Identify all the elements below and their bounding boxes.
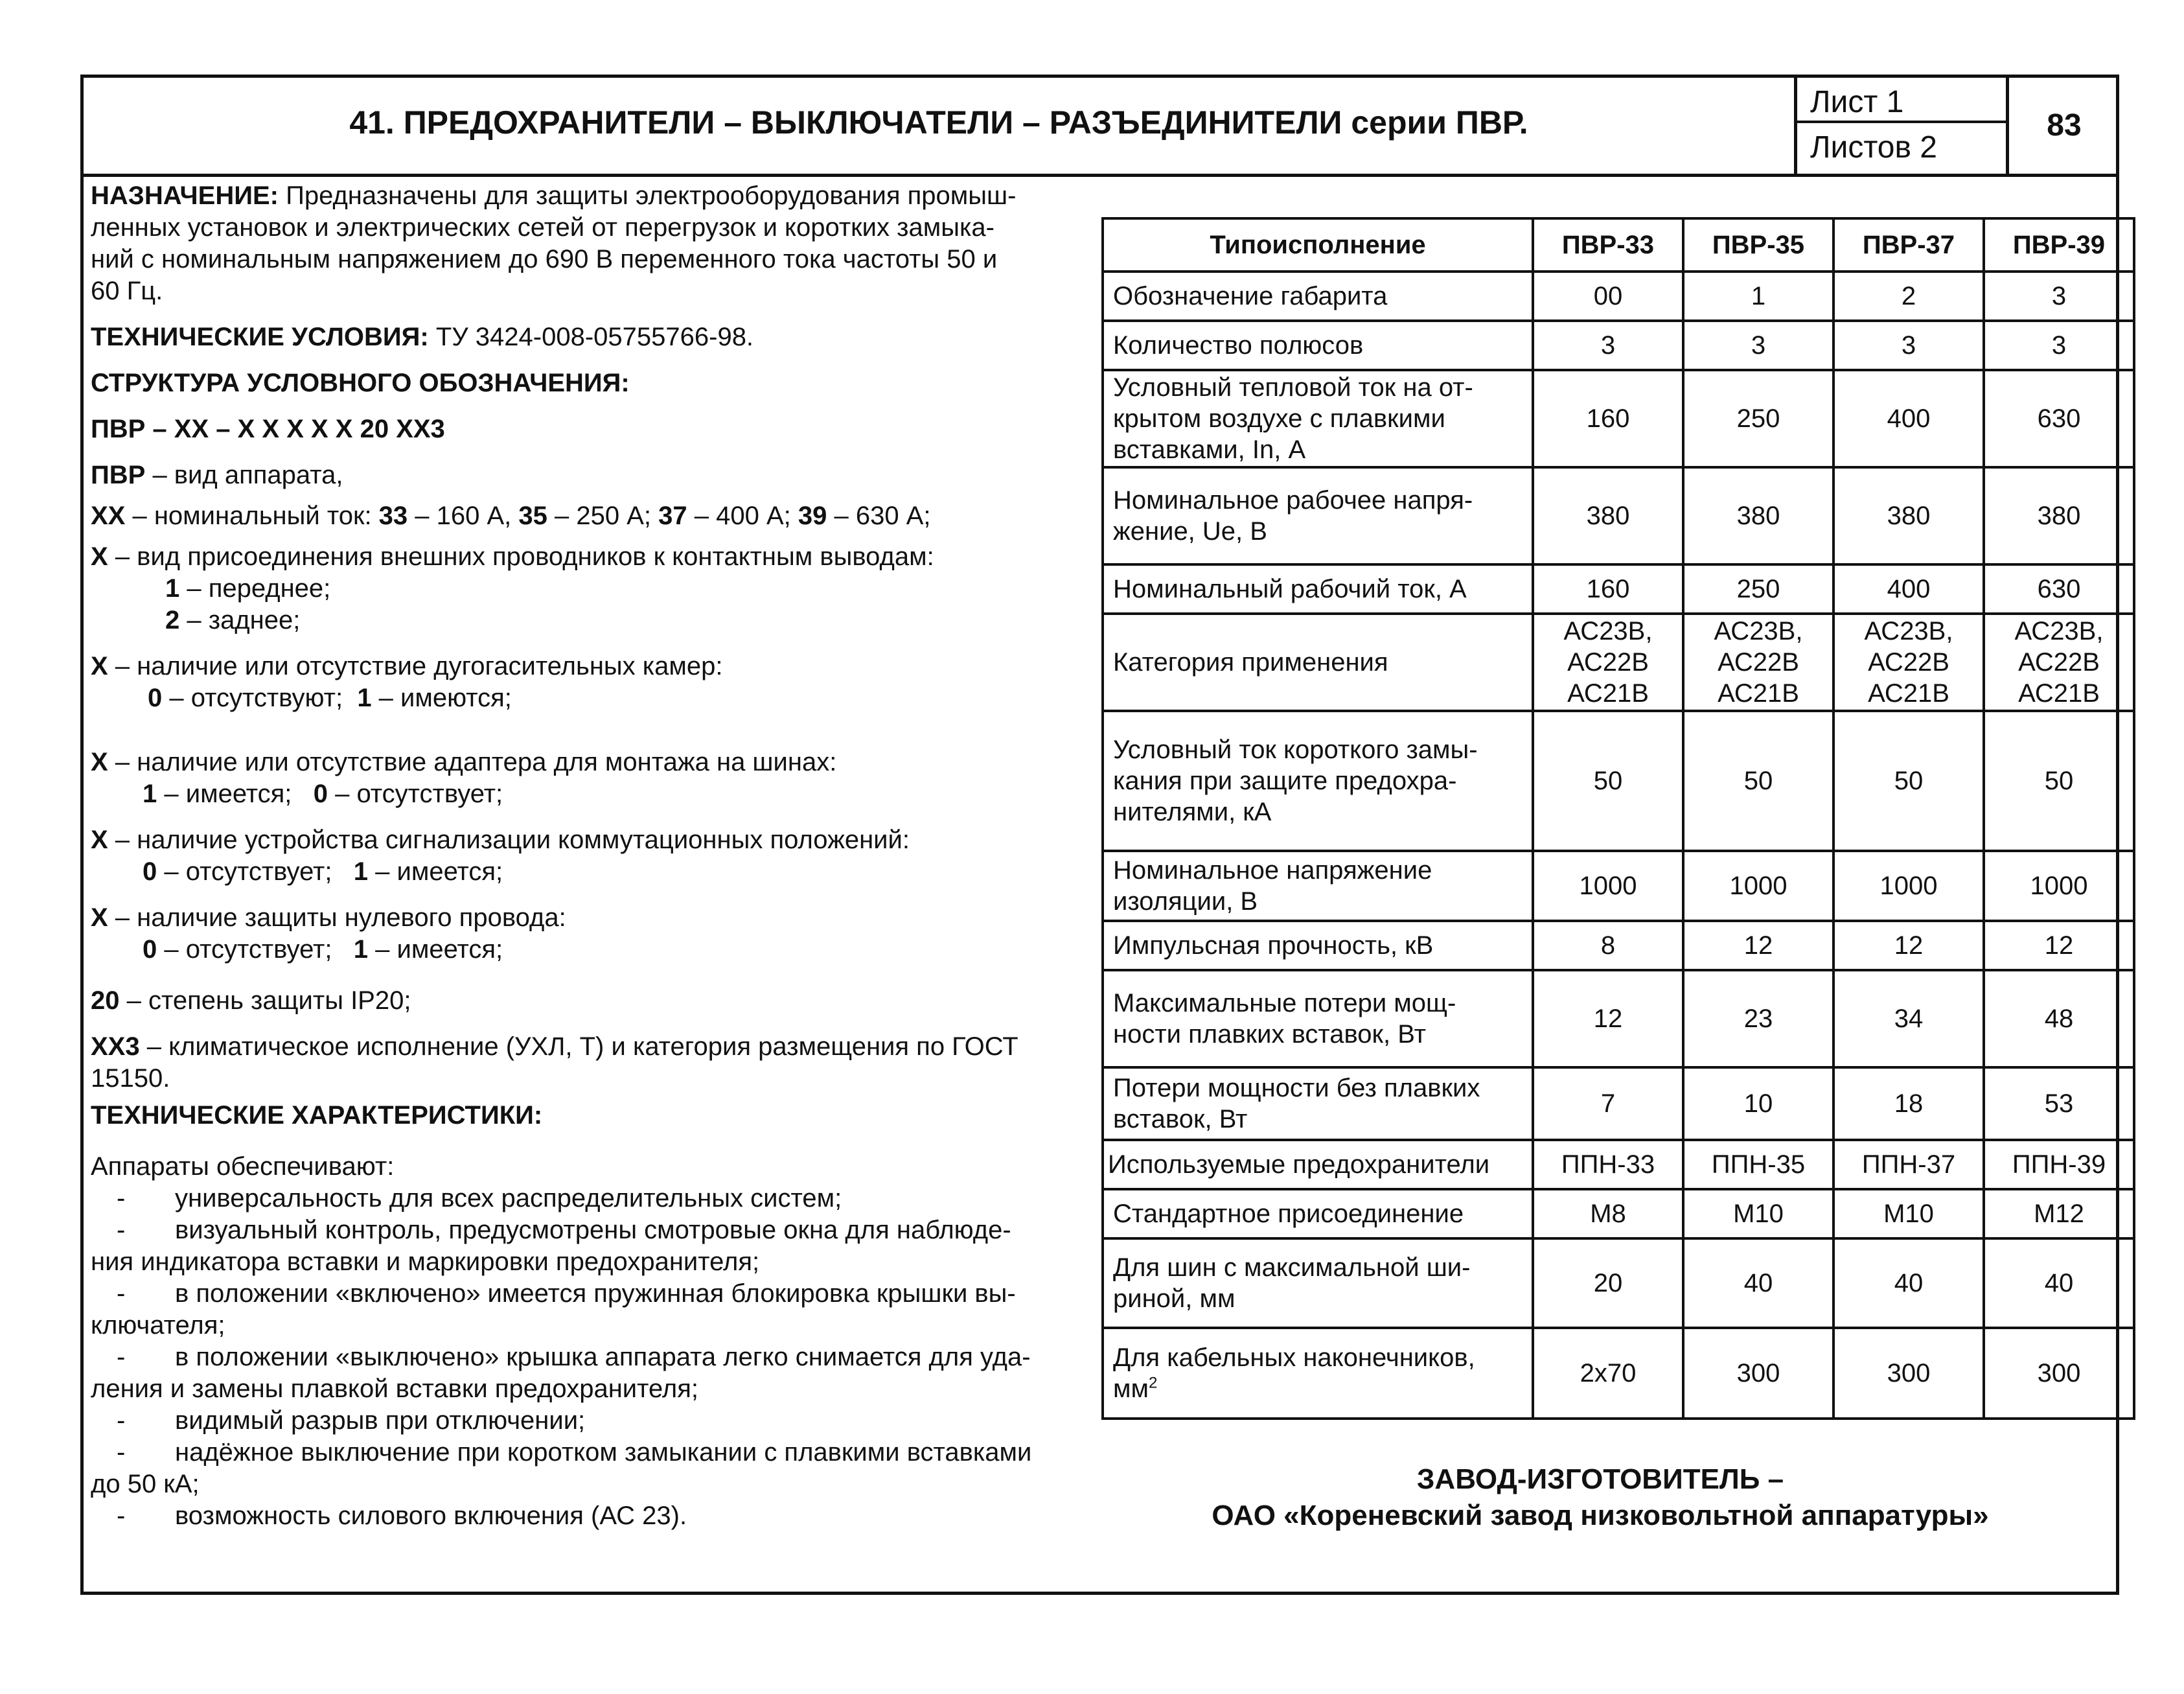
code-key: ХХ (91, 502, 126, 530)
value-cell: 7 (1533, 1067, 1683, 1140)
code-desc: – наличие защиты нулевого провода: (108, 903, 566, 932)
param-line: риной, мм (1113, 1284, 1236, 1313)
option-key: 1 (143, 780, 157, 808)
x1-line (91, 541, 1088, 573)
bullet-text: в положении «включено» имеется пружинная блокировка крышки вы- (175, 1279, 1016, 1308)
table-row (1103, 467, 2134, 564)
value-cell: 1000 (1683, 851, 1833, 921)
ip-line (91, 985, 1088, 1017)
param-cell (1103, 1238, 1533, 1328)
table-row (1103, 1189, 2134, 1238)
value-cell: 400 (1833, 370, 1984, 467)
purpose-text: Предназначены для защиты электрооборудования промыш- (278, 181, 1017, 210)
option-key: 1 (165, 574, 180, 603)
value-cell: 3 (1683, 321, 1833, 370)
value-cell: 34 (1833, 970, 1984, 1067)
value-cell: 3 (1533, 321, 1683, 370)
value-line: АС21В (1718, 679, 1799, 708)
unit-text: мм (1113, 1375, 1149, 1403)
value-cell: ППН-39 (1984, 1140, 2134, 1189)
purpose-text: ленных установок и электрических сетей от перегрузок и коротких замыка- (91, 213, 994, 242)
code-desc: – наличие или отсутствие дугогасительных камер: (108, 652, 723, 680)
option-desc: – отсутствует; (157, 935, 354, 964)
value-cell: 00 (1533, 272, 1683, 321)
tech-conditions-label: ТЕХНИЧЕСКИЕ УСЛОВИЯ: (91, 323, 429, 351)
param-line: кания при защите предохра- (1113, 767, 1457, 795)
param-line: Номинальное напряжение (1113, 856, 1432, 885)
value-cell: М8 (1533, 1189, 1683, 1238)
option-key: 1 (357, 684, 372, 712)
value-cell: 160 (1533, 370, 1683, 467)
value-cell: 160 (1533, 564, 1683, 614)
table-row (1103, 272, 2134, 321)
code-key: ХХ3 (91, 1032, 140, 1061)
x4-line (91, 824, 1088, 856)
code-key: Х (91, 748, 108, 776)
option-key: 0 (313, 780, 328, 808)
value-cell: 40 (1683, 1238, 1833, 1328)
value-line: АС22В (1718, 648, 1799, 677)
value-line: АС21В (2018, 679, 2100, 708)
value-cell: 20 (1533, 1238, 1683, 1328)
value-cell: 300 (1984, 1328, 2134, 1419)
value-line: АС23В, (1714, 617, 1803, 645)
x1-option (91, 605, 1088, 636)
bullet-text: возможность силового включения (АС 23). (175, 1502, 687, 1530)
code-key: 39 (798, 502, 827, 530)
table-row (1103, 614, 2134, 711)
value-cell: 12 (1833, 921, 1984, 970)
option-key: 0 (148, 684, 163, 712)
option-key: 1 (353, 935, 369, 964)
code-key: 37 (658, 502, 687, 530)
purpose-line (91, 180, 1088, 212)
column-header: ПВР-33 (1533, 218, 1683, 272)
option-key: 0 (143, 857, 157, 886)
bullet-dash: - (117, 1184, 126, 1212)
table-row (1103, 921, 2134, 970)
value-cell: ППН-35 (1683, 1140, 1833, 1189)
tech-char-heading: ТЕХНИЧЕСКИЕ ХАРАКТЕРИСТИКИ: (91, 1101, 543, 1130)
option-desc: – отсутствуют; (162, 684, 358, 712)
value-cell: 400 (1833, 564, 1984, 614)
option-desc: – отсутствует; (327, 780, 503, 808)
value-cell: 12 (1984, 921, 2134, 970)
document-title: 41. ПРЕДОХРАНИТЕЛИ – ВЫКЛЮЧАТЕЛИ – РАЗЪЕДИНИТЕЛИ серии ПВР. (349, 104, 1528, 141)
param-cell: Категория применения (1103, 614, 1533, 711)
value-cell (1683, 614, 1833, 711)
value-cell: ППН-37 (1833, 1140, 1984, 1189)
param-line: вставками, In, А (1113, 435, 1306, 464)
value-cell: 300 (1833, 1328, 1984, 1419)
value-cell: 12 (1533, 970, 1683, 1067)
purpose-text: 60 Гц. (91, 277, 163, 305)
value-cell: 10 (1683, 1067, 1833, 1140)
code-key: Х (91, 652, 108, 680)
column-header: Типоисполнение (1103, 218, 1533, 272)
value-cell: 3 (1833, 321, 1984, 370)
pvr-line (91, 459, 1088, 491)
value-cell: 48 (1984, 970, 2134, 1067)
bullet-cont: до 50 кА; (91, 1470, 200, 1498)
bullet-text: надёжное выключение при коротком замыкании с плавкими вставками (175, 1438, 1032, 1467)
option-desc: – имеется; (368, 935, 503, 964)
param-line: Условный тепловой ток на от- (1113, 373, 1473, 402)
value-cell: 50 (1984, 711, 2134, 851)
table-row (1103, 711, 2134, 851)
value-cell: 1000 (1533, 851, 1683, 921)
value-cell: 250 (1683, 370, 1833, 467)
param-cell (1103, 1328, 1533, 1419)
sheets-total: Листов 2 (1810, 130, 1937, 165)
x2-options (91, 682, 1088, 714)
value-cell: 50 (1683, 711, 1833, 851)
bullet-text: универсальность для всех распределительных систем; (175, 1184, 842, 1212)
bullet-dash: - (117, 1438, 126, 1467)
xx-line (91, 500, 1088, 532)
table-row (1103, 851, 2134, 921)
sheet-info (1794, 78, 2009, 174)
param-line: крытом воздухе с плавкими (1113, 404, 1445, 433)
option-key: 1 (353, 857, 369, 886)
option-desc: – отсутствует; (157, 857, 354, 886)
param-cell (1103, 1067, 1533, 1140)
value-cell: 380 (1984, 467, 2134, 564)
value-cell: М10 (1833, 1189, 1984, 1238)
sheet-number: Лист 1 (1810, 85, 1904, 119)
bullet-item (91, 1214, 1088, 1246)
page-number: 83 (2047, 108, 2082, 143)
param-line: Номинальное рабочее напря- (1113, 486, 1473, 515)
param-cell (1103, 970, 1533, 1067)
code-key: 35 (518, 502, 547, 530)
purpose-text: ний с номинальным напряжением до 690 В переменного тока частоты 50 и (91, 245, 998, 273)
bullet-item (91, 1437, 1088, 1468)
param-cell: Стандартное присоединение (1103, 1189, 1533, 1238)
column-header: ПВР-39 (1984, 218, 2134, 272)
option-key: 2 (165, 606, 180, 634)
x5-line (91, 902, 1088, 934)
value-cell: 3 (1984, 272, 2134, 321)
value-line: АС23В, (1864, 617, 1953, 645)
param-cell (1103, 467, 1533, 564)
structure-heading: СТРУКТУРА УСЛОВНОГО ОБОЗНАЧЕНИЯ: (91, 369, 630, 397)
value-cell: 2х70 (1533, 1328, 1683, 1419)
value-cell: 300 (1683, 1328, 1833, 1419)
code-desc: – 250 А; (547, 502, 659, 530)
table-row (1103, 1238, 2134, 1328)
code-desc: – степень защиты IP20; (119, 986, 411, 1015)
column-header: ПВР-37 (1833, 218, 1984, 272)
manufacturer-block (1101, 1461, 2099, 1534)
table-row (1103, 1328, 2134, 1419)
param-line: Условный ток короткого замы- (1113, 736, 1478, 764)
value-cell: 50 (1833, 711, 1984, 851)
param-line: жение, Ue, В (1113, 517, 1267, 546)
value-cell: 1000 (1984, 851, 2134, 921)
spec-table (1101, 217, 2135, 1420)
header-box (84, 78, 2116, 177)
value-cell: 630 (1984, 564, 2134, 614)
table-row (1103, 564, 2134, 614)
param-line: Максимальные потери мощ- (1113, 989, 1456, 1017)
code-key: 20 (91, 986, 120, 1015)
param-line: Для кабельных наконечников, (1113, 1343, 1475, 1372)
value-cell: 380 (1833, 467, 1984, 564)
param-line (1113, 1373, 1523, 1404)
bullet-dash: - (117, 1343, 126, 1371)
value-cell: 40 (1984, 1238, 2134, 1328)
value-cell (1833, 614, 1984, 711)
table-header-row (1103, 218, 2134, 272)
param-cell: Обозначение габарита (1103, 272, 1533, 321)
bullet-dash: - (117, 1502, 126, 1530)
code-desc: – климатическое исполнение (УХЛ, Т) и категория размещения по ГОСТ (139, 1032, 1018, 1061)
value-cell: 12 (1683, 921, 1833, 970)
param-line: ности плавких вставок, Вт (1113, 1020, 1426, 1049)
bullet-text: видимый разрыв при отключении; (175, 1406, 586, 1435)
description-column (91, 180, 1088, 1532)
table-row (1103, 1067, 2134, 1140)
code-desc: – 160 А, (408, 502, 519, 530)
code-desc: – вид аппарата, (145, 461, 343, 489)
option-desc: – имеется; (157, 780, 314, 808)
param-cell (1103, 851, 1533, 921)
param-cell: Количество полюсов (1103, 321, 1533, 370)
climate-line (91, 1031, 1088, 1063)
option-desc: – переднее; (179, 574, 331, 603)
value-cell: М10 (1683, 1189, 1833, 1238)
param-line: вставок, Вт (1113, 1105, 1248, 1133)
code-desc: – номинальный ток: (125, 502, 379, 530)
table-row (1103, 1140, 2134, 1189)
x3-options (91, 778, 1088, 810)
value-cell: 3 (1984, 321, 2134, 370)
code-key: Х (91, 542, 108, 571)
x2-line (91, 651, 1088, 682)
code-key: 33 (378, 502, 408, 530)
code-desc: – наличие или отсутствие адаптера для монтажа на шинах: (108, 748, 837, 776)
value-line: АС21В (1868, 679, 1949, 708)
value-cell: 8 (1533, 921, 1683, 970)
tech-conditions (91, 321, 1088, 353)
climate-line-cont: 15150. (91, 1064, 170, 1093)
structure-code: ПВР – ХХ – Х Х Х Х Х 20 ХХ3 (91, 415, 445, 443)
value-line: АС23В, (1563, 617, 1653, 645)
value-cell: М12 (1984, 1189, 2134, 1238)
sheet-row (1797, 78, 2006, 123)
bullet-item (91, 1183, 1088, 1214)
bullet-item (91, 1341, 1088, 1373)
provides-line: Аппараты обеспечивают: (91, 1152, 395, 1181)
value-cell (1533, 614, 1683, 711)
value-cell: 630 (1984, 370, 2134, 467)
value-line: АС23В, (2014, 617, 2104, 645)
option-key: 0 (143, 935, 157, 964)
value-line: АС22В (2018, 648, 2100, 677)
value-line: АС21В (1567, 679, 1649, 708)
value-line: АС22В (1868, 648, 1949, 677)
option-desc: – имеются; (371, 684, 512, 712)
bullet-item (91, 1278, 1088, 1310)
table-row (1103, 370, 2134, 467)
bullet-item (91, 1500, 1088, 1532)
x4-options (91, 856, 1088, 888)
sheets-row (1797, 123, 2006, 174)
value-cell: 250 (1683, 564, 1833, 614)
bullet-dash: - (117, 1279, 126, 1308)
x5-options (91, 934, 1088, 966)
option-desc: – имеется; (368, 857, 503, 886)
manufacturer-name: ОАО «Кореневский завод низковольтной аппаратуры» (1212, 1500, 1989, 1531)
x1-option (91, 573, 1088, 605)
option-desc: – заднее; (179, 606, 301, 634)
value-cell: 40 (1833, 1238, 1984, 1328)
bullet-dash: - (117, 1216, 126, 1244)
value-cell: 53 (1984, 1067, 2134, 1140)
bullet-item (91, 1405, 1088, 1437)
code-desc: – вид присоединения внешних проводников к контактным выводам: (108, 542, 934, 571)
value-cell: 23 (1683, 970, 1833, 1067)
unit-superscript: 2 (1149, 1374, 1158, 1392)
table-row (1103, 321, 2134, 370)
param-cell: Импульсная прочность, кВ (1103, 921, 1533, 970)
manufacturer-label: ЗАВОД-ИЗГОТОВИТЕЛЬ – (1416, 1463, 1784, 1495)
value-cell: 380 (1533, 467, 1683, 564)
param-cell (1103, 370, 1533, 467)
param-line: Для шин с максимальной ши- (1113, 1253, 1471, 1282)
x3-line (91, 747, 1088, 778)
tech-conditions-value: ТУ 3424-008-05755766-98. (428, 323, 754, 351)
code-desc: – наличие устройства сигнализации коммутационных положений: (108, 826, 910, 854)
bullet-text: визуальный контроль, предусмотрены смотровые окна для наблюде- (175, 1216, 1011, 1244)
value-cell: 1 (1683, 272, 1833, 321)
bullet-cont: ния индикатора вставки и маркировки предохранителя; (91, 1247, 760, 1276)
bullet-text: в положении «выключено» крышка аппарата легко снимается для уда- (175, 1343, 1031, 1371)
code-desc: – 630 А; (827, 502, 931, 530)
code-desc: – 400 А; (687, 502, 798, 530)
value-cell (1984, 614, 2134, 711)
column-header: ПВР-35 (1683, 218, 1833, 272)
value-cell: 50 (1533, 711, 1683, 851)
param-line: нителями, кА (1113, 798, 1272, 826)
value-cell: 2 (1833, 272, 1984, 321)
bullet-cont: ления и замены плавкой вставки предохранителя; (91, 1375, 699, 1403)
table-row (1103, 970, 2134, 1067)
param-cell (1103, 711, 1533, 851)
value-cell: 18 (1833, 1067, 1984, 1140)
bullet-dash: - (117, 1406, 126, 1435)
value-cell: 380 (1683, 467, 1833, 564)
param-cell: Используемые предохранители (1103, 1140, 1533, 1189)
purpose-label: НАЗНАЧЕНИЕ: (91, 181, 279, 210)
param-cell: Номинальный рабочий ток, А (1103, 564, 1533, 614)
code-key: ПВР (91, 461, 146, 489)
value-line: АС22В (1567, 648, 1649, 677)
bullet-cont: ключателя; (91, 1311, 225, 1340)
value-cell: ППН-33 (1533, 1140, 1683, 1189)
param-line: Потери мощности без плавких (1113, 1074, 1480, 1102)
value-cell: 1000 (1833, 851, 1984, 921)
param-line: изоляции, В (1113, 887, 1258, 916)
code-key: Х (91, 903, 108, 932)
code-key: Х (91, 826, 108, 854)
